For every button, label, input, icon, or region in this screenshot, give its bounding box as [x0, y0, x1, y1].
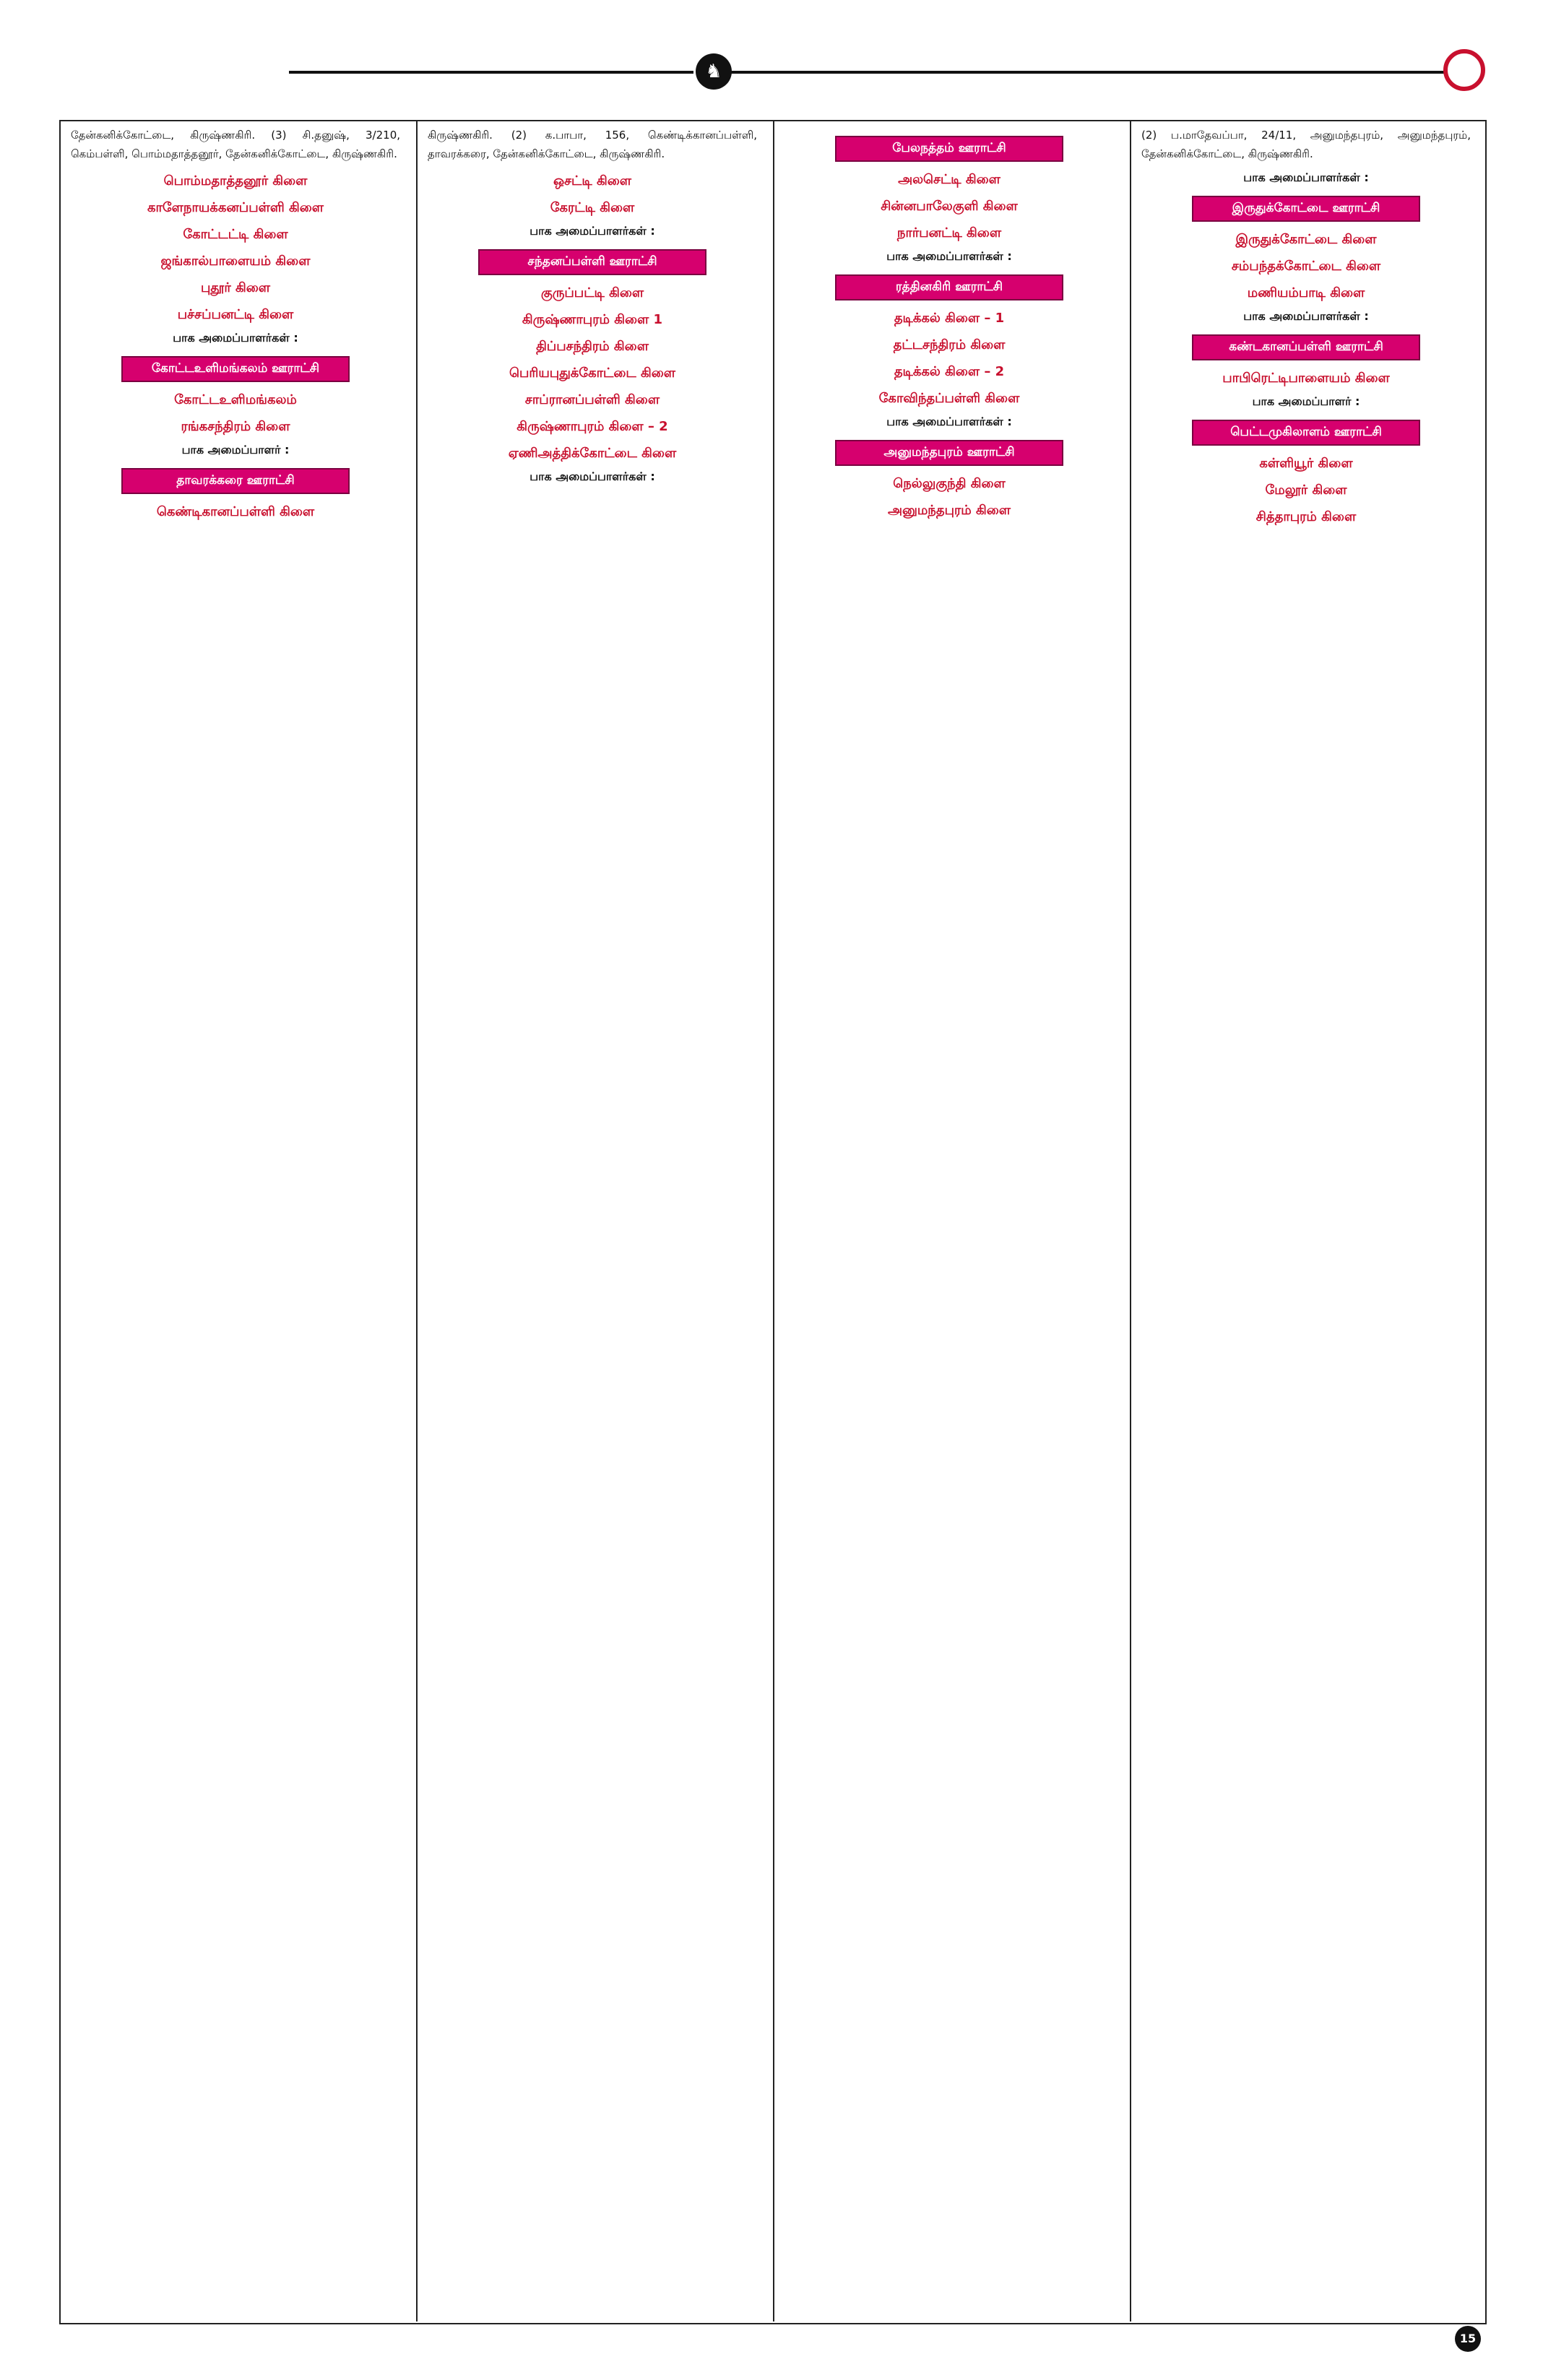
- role-subheading: பாக அமைப்பாளர்கள் :: [886, 249, 1012, 263]
- branch-heading: கிருஷ்ணாபுரம் கிளை – 2: [517, 419, 668, 434]
- column-divider: [416, 121, 418, 2321]
- branch-heading: புதூர் கிளை: [200, 280, 271, 295]
- branch-heading: சின்னபாலேகுளி கிளை: [881, 199, 1018, 214]
- page-header: [0, 0, 1543, 108]
- column-1: [65, 123, 406, 2319]
- branch-heading: அலசெட்டி கிளை: [898, 172, 1000, 187]
- branch-heading: தட்டசந்திரம் கிளை: [893, 337, 1006, 352]
- branch-heading: ஒசட்டி கிளை: [553, 173, 631, 189]
- column-4: [1136, 123, 1477, 2319]
- branch-heading: சித்தாபுரம் கிளை: [1255, 509, 1357, 524]
- branch-heading: குருப்பட்டி கிளை: [540, 285, 644, 300]
- panchayat-banner: பேலநத்தம் ஊராட்சி: [835, 136, 1063, 162]
- panchayat-banner: இருதுக்கோட்டை ஊராட்சி: [1192, 196, 1420, 222]
- branch-heading: கள்ளியூர் கிளை: [1259, 456, 1353, 471]
- branch-heading: இருதுக்கோட்டை கிளை: [1235, 232, 1377, 247]
- panchayat-banner: தாவரக்கரை ஊராட்சி: [121, 468, 350, 494]
- member-entry: கிருஷ்ணகிரி. (2) க.பாபா, 156, கெண்டிக்கானப்பள்ளி, தாவரக்கரை, தேன்கனிக்கோட்டை, கிருஷ்ணகிரி.: [428, 129, 757, 160]
- panchayat-banner: பெட்டமுகிலாளம் ஊராட்சி: [1192, 420, 1420, 446]
- page-number: 15: [1455, 2326, 1481, 2352]
- column-divider: [773, 121, 774, 2321]
- branch-heading: தடிக்கல் கிளை – 1: [894, 311, 1005, 326]
- branch-heading: மேலூர் கிளை: [1265, 483, 1347, 498]
- branch-heading: சம்பந்தக்கோட்டை கிளை: [1231, 259, 1381, 274]
- header-rule-right: [730, 71, 1452, 74]
- party-logo-icon: ♞: [696, 53, 732, 90]
- branch-heading: அனுமந்தபுரம் கிளை: [887, 503, 1011, 518]
- column-divider: [1130, 121, 1131, 2321]
- branch-heading: பாபிரெட்டிபாளையம் கிளை: [1222, 371, 1390, 386]
- branch-heading: திப்பசந்திரம் கிளை: [536, 339, 649, 354]
- role-subheading: பாக அமைப்பாளர் :: [181, 443, 290, 456]
- branch-heading: பெரியபுதுக்கோட்டை கிளை: [509, 365, 675, 381]
- branch-heading: சாப்ரானப்பள்ளி கிளை: [524, 392, 660, 407]
- branch-heading: பொம்மதாத்தனூர் கிளை: [163, 173, 308, 189]
- branch-heading: கேரட்டி கிளை: [550, 200, 635, 215]
- branch-heading: தடிக்கல் கிளை – 2: [894, 364, 1005, 379]
- branch-heading: பச்சப்பனட்டி கிளை: [177, 307, 294, 322]
- panchayat-banner: கோட்டஉளிமங்கலம் ஊராட்சி: [121, 356, 350, 382]
- branch-heading: ஏணிஅத்திக்கோட்டை கிளை: [508, 446, 677, 461]
- branch-heading: கோட்டஉளிமங்கலம்: [174, 392, 297, 407]
- member-entry: தேன்கனிக்கோட்டை, கிருஷ்ணகிரி. (3) சி.தனுஷ், 3/210, கெம்பள்ளி, பொம்மதாத்தனூர், தேன்கனிக்கோட்டை, கிருஷ்ணகிரி.: [71, 129, 400, 160]
- panchayat-banner: சந்தனப்பள்ளி ஊராட்சி: [478, 249, 706, 275]
- role-subheading: பாக அமைப்பாளர்கள் :: [886, 415, 1012, 428]
- branch-heading: கோவிந்தப்பள்ளி கிளை: [878, 391, 1020, 406]
- header-circle-ornament: [1443, 49, 1485, 91]
- role-subheading: பாக அமைப்பாளர்கள் :: [1243, 309, 1369, 323]
- branch-heading: ரங்கசந்திரம் கிளை: [181, 419, 290, 434]
- column-3: [779, 123, 1120, 2319]
- header-rule-left: [289, 71, 693, 74]
- branch-heading: கெண்டிகானப்பள்ளி கிளை: [156, 504, 315, 519]
- column-2: [422, 123, 763, 2319]
- role-subheading: பாக அமைப்பாளர்கள் :: [1243, 170, 1369, 184]
- role-subheading: பாக அமைப்பாளர் :: [1252, 394, 1360, 408]
- role-subheading: பாக அமைப்பாளர்கள் :: [173, 331, 298, 345]
- panchayat-banner: ரத்தினகிரி ஊராட்சி: [835, 274, 1063, 300]
- member-entry: (2) ப.மாதேவப்பா, 24/11, அனுமந்தபுரம், அனுமந்தபுரம், தேன்கனிக்கோட்டை, கிருஷ்ணகிரி.: [1141, 129, 1471, 160]
- branch-heading: ஜங்கால்பாளையம் கிளை: [160, 254, 311, 269]
- branch-heading: கிருஷ்ணாபுரம் கிளை 1: [522, 312, 663, 327]
- branch-heading: நார்பனட்டி கிளை: [896, 225, 1002, 241]
- panchayat-banner: கண்டகானப்பள்ளி ஊராட்சி: [1192, 334, 1420, 360]
- panchayat-banner: அனுமந்தபுரம் ஊராட்சி: [835, 440, 1063, 466]
- role-subheading: பாக அமைப்பாளர்கள் :: [530, 224, 655, 238]
- branch-heading: காளேநாயக்கனப்பள்ளி கிளை: [147, 200, 324, 215]
- role-subheading: பாக அமைப்பாளர்கள் :: [530, 469, 655, 483]
- branch-heading: நெல்லுகுந்தி கிளை: [893, 476, 1006, 491]
- branch-heading: மணியம்பாடி கிளை: [1247, 285, 1365, 300]
- branch-heading: கோட்டட்டி கிளை: [183, 227, 288, 242]
